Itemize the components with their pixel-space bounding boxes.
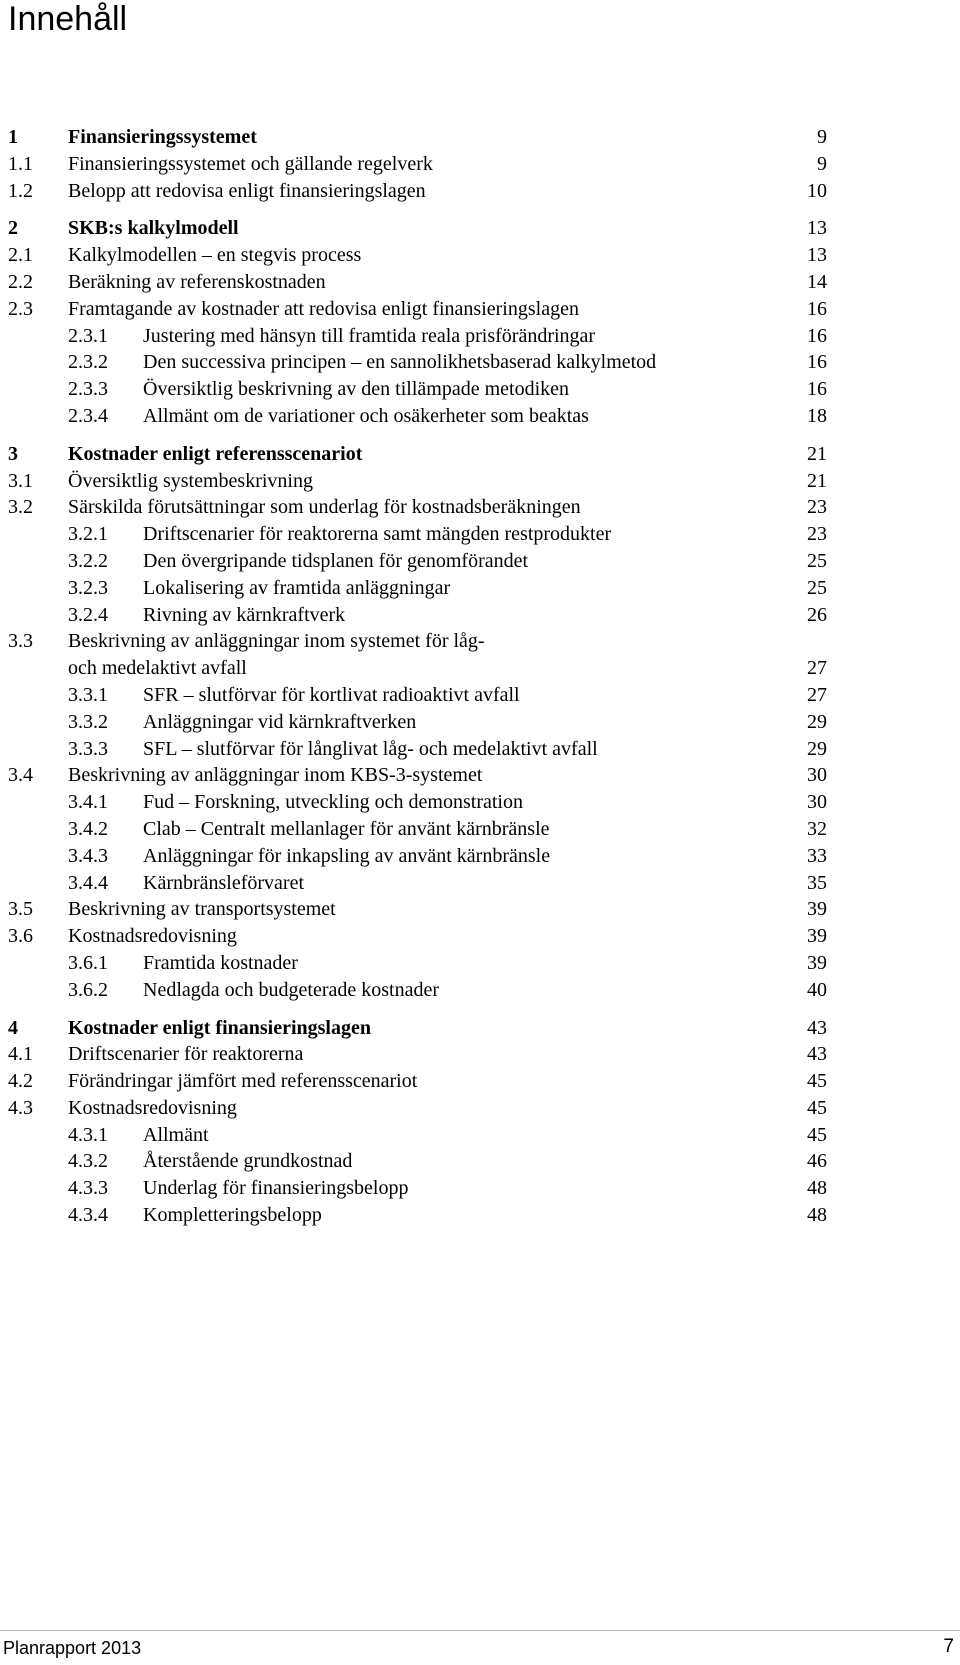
toc-entry-page: 13 xyxy=(807,244,827,267)
toc-entry-title: Nedlagda och budgeterade kostnader xyxy=(143,978,439,1001)
toc-entry-title: Belopp att redovisa enligt finansieringslagen xyxy=(68,179,426,202)
toc-entry-title: Underlag för finansieringsbelopp xyxy=(143,1177,409,1200)
toc-entry-number: 3.6.1 xyxy=(68,951,108,974)
toc-entry-title: Den övergripande tidsplanen för genomförandet xyxy=(143,549,529,572)
toc-entry[interactable] xyxy=(0,575,960,602)
toc-entry-page: 39 xyxy=(807,951,827,974)
toc-entry-page: 27 xyxy=(807,657,827,680)
toc-entry-title: SKB:s kalkylmodell xyxy=(68,217,239,240)
toc-entry-number: 3.5 xyxy=(8,898,33,921)
toc-entry-number: 4.3.3 xyxy=(68,1177,108,1200)
toc-entry-title: SFR – slutförvar för kortlivat radioaktivt avfall xyxy=(143,683,520,706)
toc-entry-title: Kostnadsredovisning xyxy=(68,925,237,948)
toc-entry-page: 23 xyxy=(807,523,827,546)
toc-entry[interactable] xyxy=(0,468,960,495)
toc-entry[interactable] xyxy=(0,709,960,736)
toc-entry[interactable] xyxy=(0,296,960,323)
toc-entry-title: Lokalisering av framtida anläggningar xyxy=(143,576,451,599)
toc-entry-title: Framtida kostnader xyxy=(143,951,298,974)
toc-entry-number: 3.2.4 xyxy=(68,603,108,626)
toc-entry[interactable] xyxy=(0,1041,960,1068)
toc-entry-page: 13 xyxy=(807,217,827,240)
toc-entry-page: 46 xyxy=(807,1150,827,1173)
toc-entry-number: 3.1 xyxy=(8,469,33,492)
toc-entry-page: 32 xyxy=(807,817,827,840)
toc-entry-number: 2.1 xyxy=(8,244,33,267)
toc-entry[interactable] xyxy=(0,789,960,816)
toc-entry[interactable] xyxy=(0,870,960,897)
toc-entry-number: 3.4.1 xyxy=(68,791,108,814)
toc-entry-page: 35 xyxy=(807,871,827,894)
toc-entry-number: 3.2.2 xyxy=(68,549,108,572)
toc-section-gap xyxy=(0,430,960,441)
toc-entry-title: Allmänt om de variationer och osäkerheter som beaktas xyxy=(143,404,589,427)
toc-entry-page: 18 xyxy=(807,404,827,427)
page-title: Innehåll xyxy=(8,0,128,38)
toc-entry[interactable] xyxy=(0,896,960,923)
toc-entry-number: 3.6 xyxy=(8,925,33,948)
toc-entry[interactable] xyxy=(0,1015,960,1042)
toc-entry[interactable] xyxy=(0,602,960,629)
toc-entry-title: SFL – slutförvar för långlivat låg- och medelaktivt avfall xyxy=(143,737,598,760)
toc-entry[interactable] xyxy=(0,1148,960,1175)
toc-entry-page: 29 xyxy=(807,710,827,733)
toc-entry-number: 4.2 xyxy=(8,1070,33,1093)
toc-entry-page: 40 xyxy=(807,978,827,1001)
toc-entry-page: 27 xyxy=(807,683,827,706)
toc-entry[interactable] xyxy=(0,843,960,870)
toc-entry[interactable] xyxy=(0,548,960,575)
toc-entry-title: Justering med hänsyn till framtida reala prisförändringar xyxy=(143,324,596,347)
toc-entry[interactable] xyxy=(0,521,960,548)
toc-entry[interactable] xyxy=(0,494,960,521)
toc-entry-page: 21 xyxy=(807,442,827,465)
toc-entry-title: Särskilda förutsättningar som underlag för kostnadsberäkningen xyxy=(68,496,581,519)
toc-entry-title: och medelaktivt avfall xyxy=(68,657,247,680)
toc-entry-number: 4.1 xyxy=(8,1043,33,1066)
toc-entry-page: 25 xyxy=(807,549,827,572)
toc-entry-number: 2.3 xyxy=(8,297,33,320)
toc-entry[interactable] xyxy=(0,403,960,430)
toc-entry-title: Beskrivning av anläggningar inom systemet för låg- xyxy=(68,630,485,653)
toc-entry-page: 45 xyxy=(807,1096,827,1119)
toc-entry[interactable] xyxy=(0,323,960,350)
toc-entry[interactable] xyxy=(0,1122,960,1149)
toc-entry-number: 1 xyxy=(8,126,18,148)
toc-entry-title: Anläggningar för inkapsling av använt kärnbränsle xyxy=(143,844,551,867)
toc-entry-page: 25 xyxy=(807,576,827,599)
toc-entry-title: Kalkylmodellen – en stegvis process xyxy=(68,244,362,267)
toc-entry-number: 3.2.3 xyxy=(68,576,108,599)
toc-entry-page: 16 xyxy=(807,378,827,401)
table-of-contents xyxy=(0,124,960,1229)
toc-entry-page: 30 xyxy=(807,764,827,787)
toc-entry-number: 4.3.4 xyxy=(68,1204,108,1227)
toc-entry-title: Anläggningar vid kärnkraftverken xyxy=(143,710,417,733)
toc-entry-title: Finansieringssystemet xyxy=(68,126,257,148)
toc-entry-number: 3.4 xyxy=(8,764,33,787)
toc-entry[interactable] xyxy=(0,1095,960,1122)
toc-entry-title: Framtagande av kostnader att redovisa enligt finansieringslagen xyxy=(68,297,579,320)
toc-entry[interactable] xyxy=(0,655,960,682)
toc-entry-title: Driftscenarier för reaktorerna samt mängden restprodukter xyxy=(143,523,612,546)
toc-entry-page: 16 xyxy=(807,351,827,374)
toc-entry-title: Allmänt xyxy=(143,1123,209,1146)
toc-entry[interactable] xyxy=(0,977,960,1004)
toc-entry-number: 3.3.3 xyxy=(68,737,108,760)
toc-entry-number: 1.1 xyxy=(8,152,33,175)
toc-entry-title: Översiktlig systembeskrivning xyxy=(68,469,313,492)
toc-entry-title: Kostnader enligt finansieringslagen xyxy=(68,1016,371,1039)
toc-entry-number: 2 xyxy=(8,217,18,240)
toc-entry-number: 2.3.3 xyxy=(68,378,108,401)
toc-entry[interactable] xyxy=(0,628,960,655)
toc-entry-page: 48 xyxy=(807,1177,827,1200)
toc-entry-number: 1.2 xyxy=(8,179,33,202)
toc-entry-page: 33 xyxy=(807,844,827,867)
toc-entry[interactable] xyxy=(0,441,960,468)
toc-entry-title: Återstående grundkostnad xyxy=(143,1150,353,1173)
toc-entry-page: 14 xyxy=(807,270,827,293)
toc-entry-title: Finansieringssystemet och gällande regelverk xyxy=(68,152,433,175)
toc-entry-page: 48 xyxy=(807,1204,827,1227)
toc-entry[interactable] xyxy=(0,736,960,763)
toc-entry-number: 3.3.2 xyxy=(68,710,108,733)
toc-entry-title: Förändringar jämfört med referensscenariot xyxy=(68,1070,418,1093)
toc-entry-page: 45 xyxy=(807,1123,827,1146)
toc-entry-title: Beräkning av referenskostnaden xyxy=(68,270,326,293)
toc-entry[interactable] xyxy=(0,1068,960,1095)
toc-entry-page: 9 xyxy=(817,126,827,148)
toc-entry-title: Rivning av kärnkraftverk xyxy=(143,603,346,626)
toc-entry-title: Driftscenarier för reaktorerna xyxy=(68,1043,304,1066)
toc-entry-number: 4.3.2 xyxy=(68,1150,108,1173)
toc-entry-number: 3.3 xyxy=(8,630,33,653)
toc-entry-number: 4.3 xyxy=(8,1096,33,1119)
footer-report-name: Planrapport 2013 xyxy=(3,1638,142,1658)
toc-entry-title: Den successiva principen – en sannolikhetsbaserad kalkylmetod xyxy=(143,351,657,374)
toc-entry-number: 2.3.1 xyxy=(68,324,108,347)
toc-entry-number: 3.4.3 xyxy=(68,844,108,867)
toc-entry-title: Kärnbränsleförvaret xyxy=(143,871,305,894)
toc-entry-title: Kostnadsredovisning xyxy=(68,1096,237,1119)
toc-entry-number: 3.4.2 xyxy=(68,817,108,840)
toc-entry[interactable] xyxy=(0,178,960,205)
toc-entry[interactable] xyxy=(0,762,960,789)
toc-section-gap xyxy=(0,204,960,215)
toc-entry[interactable] xyxy=(0,682,960,709)
toc-entry-page: 43 xyxy=(807,1016,827,1039)
toc-entry-page: 39 xyxy=(807,898,827,921)
toc-entry-page: 30 xyxy=(807,791,827,814)
toc-entry-page: 16 xyxy=(807,297,827,320)
toc-entry-number: 3.2.1 xyxy=(68,523,108,546)
toc-entry-number: 2.2 xyxy=(8,270,33,293)
toc-entry-number: 2.3.2 xyxy=(68,351,108,374)
toc-entry-page: 45 xyxy=(807,1070,827,1093)
toc-entry-title: Fud – Forskning, utveckling och demonstration xyxy=(143,791,523,814)
toc-entry-number: 3.6.2 xyxy=(68,978,108,1001)
toc-entry-title: Översiktlig beskrivning av den tillämpade metodiken xyxy=(143,378,570,401)
toc-entry[interactable] xyxy=(0,376,960,403)
toc-entry-page: 26 xyxy=(807,603,827,626)
toc-entry[interactable] xyxy=(0,151,960,178)
footer-page-number: 7 xyxy=(943,1636,954,1657)
toc-entry-number: 4.3.1 xyxy=(68,1123,108,1146)
toc-entry-title: Clab – Centralt mellanlager för använt kärnbränsle xyxy=(143,817,550,840)
toc-entry-page: 10 xyxy=(807,179,827,202)
toc-entry[interactable] xyxy=(0,242,960,269)
toc-entry-title: Kompletteringsbelopp xyxy=(143,1204,322,1227)
toc-entry-title: Beskrivning av anläggningar inom KBS-3-systemet xyxy=(68,764,483,787)
toc-entry[interactable] xyxy=(0,124,960,151)
toc-entry-page: 29 xyxy=(807,737,827,760)
toc-entry[interactable] xyxy=(0,349,960,376)
footer-divider xyxy=(0,1630,960,1631)
toc-entry[interactable] xyxy=(0,923,960,950)
toc-entry-number: 2.3.4 xyxy=(68,404,108,427)
toc-entry-number: 3.3.1 xyxy=(68,683,108,706)
toc-entry[interactable] xyxy=(0,1202,960,1229)
toc-entry-title: Kostnader enligt referensscenariot xyxy=(68,442,363,465)
toc-entry-page: 43 xyxy=(807,1043,827,1066)
toc-entry-page: 9 xyxy=(817,152,827,175)
toc-entry-page: 39 xyxy=(807,925,827,948)
toc-entry[interactable] xyxy=(0,1175,960,1202)
toc-entry-title: Beskrivning av transportsystemet xyxy=(68,898,336,921)
toc-entry[interactable] xyxy=(0,950,960,977)
toc-entry-number: 3 xyxy=(8,442,18,465)
toc-entry[interactable] xyxy=(0,816,960,843)
toc-entry-number: 3.2 xyxy=(8,496,33,519)
toc-entry[interactable] xyxy=(0,215,960,242)
toc-entry-number: 4 xyxy=(8,1016,18,1039)
toc-entry-number: 3.4.4 xyxy=(68,871,108,894)
toc-entry-page: 21 xyxy=(807,469,827,492)
toc-section-gap xyxy=(0,1004,960,1015)
toc-entry-page: 16 xyxy=(807,324,827,347)
toc-entry-page: 23 xyxy=(807,496,827,519)
toc-entry[interactable] xyxy=(0,269,960,296)
